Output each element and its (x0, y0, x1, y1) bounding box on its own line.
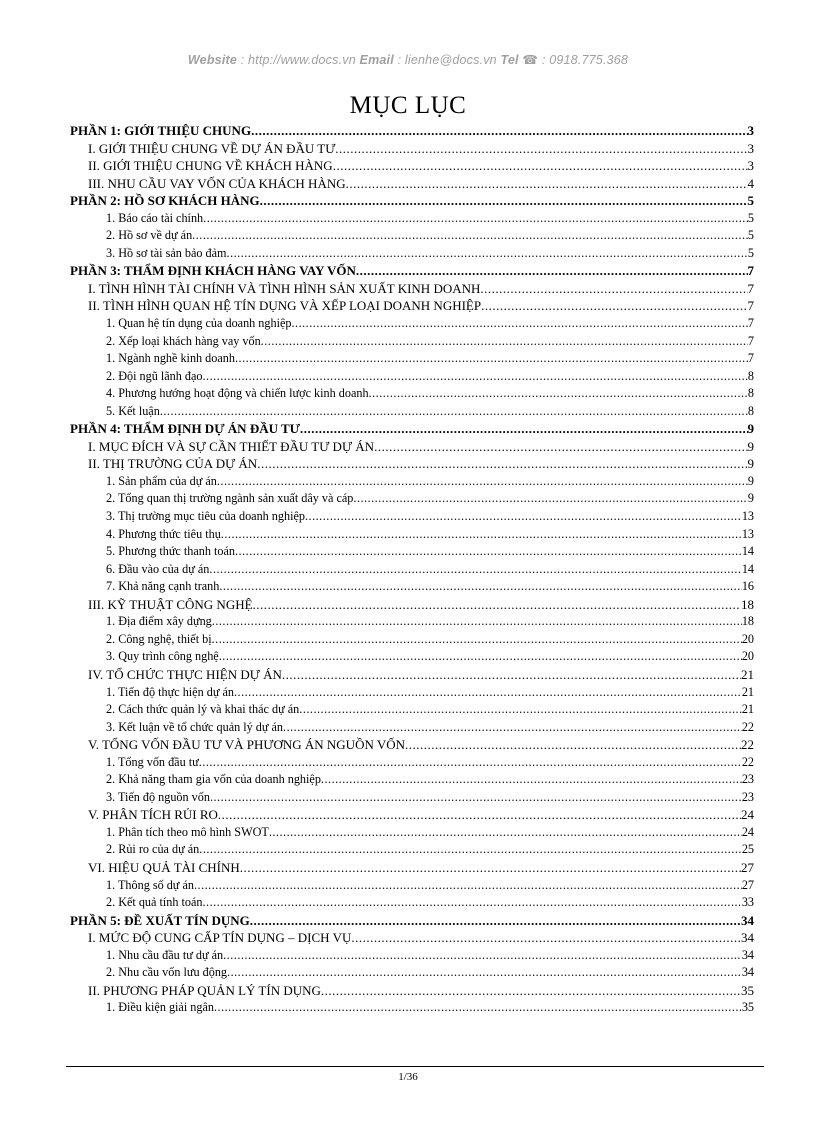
toc-entry[interactable] (70, 859, 754, 877)
toc-entry-title: II. PHƯƠNG PHÁP QUẢN LÝ TÍN DỤNG (88, 982, 321, 998)
dot-leader (291, 315, 747, 333)
toc-entry[interactable] (70, 841, 754, 859)
dot-leader (346, 175, 748, 193)
toc-entry-page: 18 (741, 596, 754, 612)
dot-leader (480, 280, 747, 298)
toc-entry[interactable] (70, 947, 754, 965)
toc-entry-page: 34 (741, 947, 754, 962)
dot-leader (335, 140, 747, 158)
toc-entry-page: 8 (747, 386, 754, 401)
toc-entry-page: 13 (741, 509, 754, 524)
toc-entry-page: 21 (741, 666, 754, 682)
toc-entry-page: 5 (747, 228, 754, 243)
toc-entry-page: 14 (741, 561, 754, 576)
toc-entry-title: 4. Phương thức tiêu thụ (106, 526, 221, 541)
toc-entry[interactable] (70, 245, 754, 263)
toc-entry-page: 7 (747, 333, 754, 348)
toc-entry[interactable] (70, 877, 754, 895)
toc-entry-page: 27 (741, 877, 754, 892)
dot-leader (202, 894, 741, 912)
toc-entry-page: 8 (747, 403, 754, 418)
toc-entry[interactable] (70, 894, 754, 912)
dot-leader (218, 806, 741, 824)
dot-leader (282, 666, 741, 684)
toc-entry-page: 20 (741, 649, 754, 664)
toc-entry-title: 1. Điều kiện giải ngân (106, 1000, 214, 1015)
toc-entry-page: 3 (747, 158, 754, 174)
dot-leader (351, 929, 741, 947)
toc-entry-page: 20 (741, 631, 754, 646)
toc-entry-title: 1. Tổng vốn đầu tư (106, 754, 199, 769)
toc-entry-page: 16 (741, 579, 754, 594)
toc-entry[interactable] (70, 684, 754, 702)
toc-entry-title: II. THỊ TRƯỜNG CỦA DỰ ÁN (88, 456, 258, 472)
toc-entry[interactable] (70, 982, 754, 1000)
dot-leader (209, 561, 741, 579)
toc-entry-title: 2. Kết quả tính toán (106, 895, 203, 910)
toc-entry-page: 27 (741, 859, 754, 875)
toc-entry[interactable] (70, 455, 754, 473)
dot-leader (214, 999, 742, 1017)
toc-entry-page: 9 (747, 473, 754, 488)
toc-entry-title: IV. TỔ CHỨC THỰC HIỆN DỰ ÁN (88, 666, 282, 682)
dot-leader (160, 403, 748, 421)
toc-entry-title: 6. Đầu vào của dự án (106, 561, 210, 576)
dot-leader (219, 578, 741, 596)
toc-entry-page: 23 (741, 772, 754, 787)
toc-entry[interactable] (70, 666, 754, 684)
toc-entry[interactable] (70, 561, 754, 579)
dot-leader (192, 227, 748, 245)
toc-entry-page: 22 (741, 719, 754, 734)
dot-leader (261, 333, 748, 351)
dot-leader (194, 877, 742, 895)
toc-entry-page: 3 (747, 140, 754, 156)
toc-entry[interactable] (70, 578, 754, 596)
dot-leader (269, 824, 742, 842)
toc-entry[interactable] (70, 140, 754, 158)
toc-entry-page: 7 (747, 280, 754, 296)
toc-entry-title: 5. Phương thức thanh toán (106, 544, 235, 559)
toc-entry[interactable] (70, 438, 754, 456)
dot-leader (235, 350, 748, 368)
toc-entry-title: 1. Phân tích theo mô hình SWOT (106, 824, 269, 839)
toc-entry[interactable] (70, 473, 754, 491)
toc-entry[interactable] (70, 280, 754, 298)
toc-entry-page: 5 (747, 193, 754, 209)
dot-leader (240, 859, 741, 877)
toc-entry-title: VI. HIỆU QUẢ TÀI CHÍNH (88, 859, 240, 875)
toc-entry[interactable] (70, 613, 754, 631)
toc-entry-page: 24 (741, 807, 754, 823)
toc-entry[interactable] (70, 526, 754, 544)
toc-entry-title: 1. Thông số dự án (106, 877, 194, 892)
toc-entry-page: 22 (741, 754, 754, 769)
toc-entry-page: 35 (741, 1000, 754, 1015)
toc-entry-title: 4. Phương hướng hoạt động và chiến lược kinh doanh (106, 386, 369, 401)
toc-entry-page: 9 (747, 421, 754, 437)
toc-entry-page: 14 (741, 544, 754, 559)
toc-entry-title: 1. Sản phẩm của dự án (106, 473, 217, 488)
toc-entry[interactable] (70, 192, 754, 210)
dot-leader (223, 947, 742, 965)
toc-entry-page: 3 (747, 123, 754, 138)
toc-entry-title: 3. Quy trình công nghệ (106, 649, 219, 664)
toc-entry-title: 3. Hồ sơ tài sản bảo đảm (106, 245, 227, 260)
dot-leader (481, 297, 747, 315)
toc-entry-page: 9 (747, 456, 754, 472)
toc-entry[interactable] (70, 297, 754, 315)
page-title: MỤC LỤC (349, 92, 467, 119)
toc-entry[interactable] (70, 824, 754, 842)
toc-entry[interactable] (70, 420, 754, 438)
dot-leader (251, 122, 747, 140)
toc-entry-page: 7 (747, 316, 754, 331)
toc-entry[interactable] (70, 596, 754, 614)
tel-label: Tel (500, 53, 519, 67)
toc-entry[interactable] (70, 771, 754, 789)
toc-entry[interactable] (70, 719, 754, 737)
dot-leader (253, 596, 741, 614)
toc-entry-page: 21 (741, 702, 754, 717)
dot-leader (257, 455, 747, 473)
toc-entry-page: 34 (741, 965, 754, 980)
toc-entry[interactable] (70, 736, 754, 754)
toc-entry-title: PHẦN 4: THẨM ĐỊNH DỰ ÁN ĐẦU TƯ (70, 421, 301, 437)
footer-divider (66, 1066, 764, 1067)
toc-entry-title: 1. Ngành nghề kinh doanh (106, 351, 235, 366)
toc-entry-page: 25 (741, 842, 754, 857)
dot-leader (300, 420, 747, 438)
email-label: Email (359, 53, 394, 67)
tel-value: : 0918.775.368 (538, 53, 629, 67)
toc-entry[interactable] (70, 631, 754, 649)
toc-entry[interactable] (70, 122, 754, 140)
toc-entry[interactable] (70, 701, 754, 719)
dot-leader (234, 684, 742, 702)
dot-leader (235, 543, 742, 561)
toc-entry-page: 4 (747, 175, 754, 191)
dot-leader (356, 262, 748, 280)
email-value: : lienhe@docs.vn (393, 53, 501, 67)
toc-entry-title: 2. Xếp loại khách hàng vay vốn (106, 333, 261, 348)
website-label: Website (187, 53, 238, 67)
toc-entry[interactable] (70, 175, 754, 193)
toc-entry[interactable] (70, 227, 754, 245)
toc-entry[interactable] (70, 403, 754, 421)
toc-entry-title: 2. Hồ sơ về dự án (106, 228, 193, 243)
toc-entry[interactable] (70, 350, 754, 368)
toc-entry[interactable] (70, 262, 754, 280)
dot-leader (321, 771, 742, 789)
toc-entry[interactable] (70, 333, 754, 351)
toc-entry-page: 23 (741, 789, 754, 804)
toc-entry-title: III. NHU CẦU VAY VỐN CỦA KHÁCH HÀNG (88, 175, 346, 191)
dot-leader (202, 368, 747, 386)
toc-entry-title: 1. Tiến độ thực hiện dự án (106, 684, 234, 699)
dot-leader (321, 982, 741, 1000)
dot-leader (203, 210, 748, 228)
toc-entry[interactable] (70, 912, 754, 930)
toc-entry-title: PHẦN 3: THẨM ĐỊNH KHÁCH HÀNG VAY VỐN (70, 263, 356, 279)
toc-entry[interactable] (70, 385, 754, 403)
toc-entry-page: 7 (747, 298, 754, 314)
toc-entry-title: I. GIỚI THIỆU CHUNG VỀ DỰ ÁN ĐẦU TƯ (88, 140, 336, 156)
toc-entry-title: 2. Rủi ro của dự án (106, 842, 200, 857)
dot-leader (199, 841, 742, 859)
page-header (0, 52, 816, 67)
toc-entry-title: PHẦN 2: HỒ SƠ KHÁCH HÀNG (70, 193, 260, 209)
dot-leader (405, 736, 741, 754)
phone-icon: ☎ (522, 53, 539, 67)
toc-entry[interactable] (70, 648, 754, 666)
toc-entry[interactable] (70, 789, 754, 807)
toc-entry-page: 7 (747, 263, 754, 279)
dot-leader (283, 719, 742, 737)
dot-leader (212, 631, 742, 649)
toc-entry-title: I. TÌNH HÌNH TÀI CHÍNH VÀ TÌNH HÌNH SẢN XUẤT KINH DOANH (88, 280, 481, 296)
toc-entry-title: V. TỔNG VỐN ĐẦU TƯ VÀ PHƯƠNG ÁN NGUỒN VỐN (88, 737, 406, 753)
toc-entry-title: I. MỤC ĐÍCH VÀ SỰ CẦN THIẾT ĐẦU TƯ DỰ ÁN (88, 438, 375, 454)
toc-entry-page: 9 (747, 491, 754, 506)
toc-entry-title: 1. Địa điểm xây dựng (106, 614, 212, 629)
toc-entry-page: 13 (741, 526, 754, 541)
toc-entry-title: 2. Tổng quan thị trường ngành sản xuất dây và cáp (106, 491, 354, 506)
dot-leader (227, 245, 748, 263)
table-of-contents (70, 122, 754, 1017)
toc-entry[interactable] (70, 999, 754, 1017)
toc-entry-page: 33 (741, 895, 754, 910)
dot-leader (260, 192, 748, 210)
toc-entry-title: 3. Tiến độ nguồn vốn (106, 789, 210, 804)
toc-entry-title: 7. Khả năng cạnh tranh (106, 579, 220, 594)
dot-leader (353, 490, 748, 508)
dot-leader (299, 701, 742, 719)
toc-entry[interactable] (70, 157, 754, 175)
toc-entry[interactable] (70, 754, 754, 772)
toc-entry[interactable] (70, 210, 754, 228)
dot-leader (333, 157, 748, 175)
toc-entry-title: II. TÌNH HÌNH QUAN HỆ TÍN DỤNG VÀ XẾP LOẠI DOANH NGHIỆP (88, 298, 482, 314)
dot-leader (212, 613, 742, 631)
toc-entry-title: V. PHÂN TÍCH RỦI RO (88, 807, 218, 823)
toc-entry-title: III. KỸ THUẬT CÔNG NGHỆ (88, 596, 253, 612)
toc-entry[interactable] (70, 368, 754, 386)
toc-entry-page: 5 (747, 210, 754, 225)
toc-entry-title: I. MỨC ĐỘ CUNG CẤP TÍN DỤNG – DỊCH VỤ (88, 930, 352, 946)
dot-leader (374, 438, 747, 456)
toc-entry[interactable] (70, 490, 754, 508)
toc-entry-page: 35 (741, 982, 754, 998)
toc-entry-title: PHẦN 5: ĐỀ XUẤT TÍN DỤNG (70, 912, 250, 928)
toc-entry-title: 2. Công nghệ, thiết bị (106, 631, 212, 646)
toc-entry[interactable] (70, 964, 754, 982)
toc-entry-title: 1. Quan hệ tín dụng của doanh nghiệp (106, 316, 292, 331)
dot-leader (369, 385, 748, 403)
toc-entry-page: 8 (747, 368, 754, 383)
toc-entry-title: 3. Kết luận về tổ chức quản lý dự án (106, 719, 284, 734)
toc-entry-page: 34 (741, 930, 754, 946)
toc-entry-page: 34 (741, 912, 754, 928)
toc-entry-page: 7 (747, 351, 754, 366)
dot-leader (217, 473, 748, 491)
dot-leader (210, 789, 742, 807)
toc-entry-page: 9 (747, 438, 754, 454)
toc-entry[interactable] (70, 929, 754, 947)
toc-entry-page: 21 (741, 684, 754, 699)
dot-leader (305, 508, 742, 526)
toc-entry-title: 3. Thị trường mục tiêu của doanh nghiệp (106, 509, 305, 524)
toc-entry-title: 2. Nhu cầu vốn lưu động (106, 965, 228, 980)
website-value: : http://www.docs.vn (237, 53, 360, 67)
toc-entry-title: PHẦN 1: GIỚI THIỆU CHUNG (70, 123, 252, 138)
toc-entry-title: 5. Kết luận (106, 403, 160, 418)
toc-entry-title: 2. Khả năng tham gia vốn của doanh nghiệp (106, 772, 321, 787)
toc-entry-title: 2. Đội ngũ lãnh đạo (106, 368, 203, 383)
toc-entry-page: 18 (741, 614, 754, 629)
toc-entry[interactable] (70, 543, 754, 561)
page-number: 1/36 (398, 1071, 418, 1083)
dot-leader (199, 754, 742, 772)
toc-entry[interactable] (70, 508, 754, 526)
toc-entry[interactable] (70, 806, 754, 824)
toc-entry-title: II. GIỚI THIỆU CHUNG VỀ KHÁCH HÀNG (88, 158, 333, 174)
toc-entry-page: 5 (747, 245, 754, 260)
toc-entry[interactable] (70, 315, 754, 333)
dot-leader (227, 964, 742, 982)
dot-leader (250, 912, 741, 930)
dot-leader (219, 648, 742, 666)
toc-entry-title: 1. Báo cáo tài chính (106, 210, 204, 225)
toc-entry-page: 22 (741, 737, 754, 753)
toc-entry-title: 2. Cách thức quản lý và khai thác dự án (106, 702, 300, 717)
dot-leader (221, 526, 742, 544)
toc-entry-page: 24 (741, 824, 754, 839)
toc-entry-title: 1. Nhu cầu đầu tư dự án (106, 947, 224, 962)
